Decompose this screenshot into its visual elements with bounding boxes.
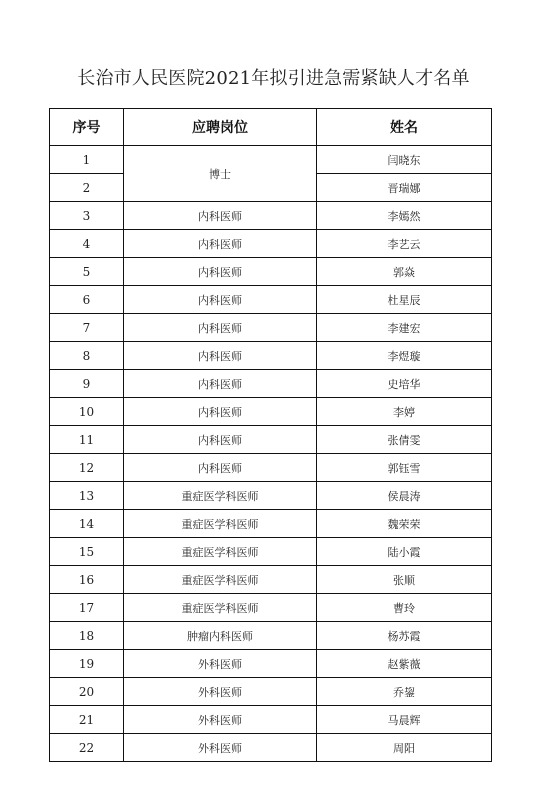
row-index: 19	[50, 650, 124, 678]
table-row	[50, 146, 492, 174]
row-position: 外科医师	[124, 706, 317, 734]
row-index: 14	[50, 510, 124, 538]
table-row	[50, 510, 492, 538]
row-index: 10	[50, 398, 124, 426]
table-row	[50, 258, 492, 286]
table-row	[50, 734, 492, 762]
row-name: 杜星辰	[317, 286, 492, 314]
document-title: 长治市人民医院2021年拟引进急需紧缺人才名单	[77, 68, 470, 89]
row-position: 内科医师	[124, 258, 317, 286]
row-index: 11	[50, 426, 124, 454]
row-position: 内科医师	[124, 454, 317, 482]
row-name: 史培华	[317, 370, 492, 398]
row-index: 3	[50, 202, 124, 230]
row-position: 内科医师	[124, 370, 317, 398]
row-name: 李嫣然	[317, 202, 492, 230]
row-index: 18	[50, 622, 124, 650]
table-row	[50, 678, 492, 706]
table-row	[50, 370, 492, 398]
row-name: 晋瑞娜	[317, 174, 492, 202]
table-row	[50, 706, 492, 734]
row-name: 李煜璇	[317, 342, 492, 370]
row-name: 李艺云	[317, 230, 492, 258]
row-index: 4	[50, 230, 124, 258]
row-index: 22	[50, 734, 124, 762]
table-row	[50, 398, 492, 426]
row-name: 曹玲	[317, 594, 492, 622]
row-position: 肿瘤内科医师	[124, 622, 317, 650]
table-row	[50, 202, 492, 230]
row-name: 陆小霞	[317, 538, 492, 566]
row-position: 重症医学科医师	[124, 594, 317, 622]
column-header-index: 序号	[50, 109, 124, 146]
table-row	[50, 342, 492, 370]
row-index: 1	[50, 146, 124, 174]
row-position: 外科医师	[124, 678, 317, 706]
table-header-row	[50, 109, 492, 146]
table-row	[50, 454, 492, 482]
row-position: 内科医师	[124, 398, 317, 426]
row-index: 6	[50, 286, 124, 314]
row-name: 李建宏	[317, 314, 492, 342]
row-name: 乔鋆	[317, 678, 492, 706]
table-row	[50, 594, 492, 622]
row-position: 内科医师	[124, 314, 317, 342]
column-header-name: 姓名	[317, 109, 492, 146]
row-index: 15	[50, 538, 124, 566]
row-position: 博士	[124, 146, 317, 202]
row-index: 20	[50, 678, 124, 706]
row-position: 重症医学科医师	[124, 566, 317, 594]
row-index: 9	[50, 370, 124, 398]
row-name: 赵紫薇	[317, 650, 492, 678]
row-position: 重症医学科医师	[124, 510, 317, 538]
row-position: 重症医学科医师	[124, 538, 317, 566]
row-index: 7	[50, 314, 124, 342]
row-index: 16	[50, 566, 124, 594]
row-position: 内科医师	[124, 426, 317, 454]
row-index: 12	[50, 454, 124, 482]
row-name: 张倩雯	[317, 426, 492, 454]
table-row	[50, 286, 492, 314]
row-index: 5	[50, 258, 124, 286]
row-name: 李婷	[317, 398, 492, 426]
row-position: 外科医师	[124, 650, 317, 678]
row-name: 马晨辉	[317, 706, 492, 734]
table-row	[50, 650, 492, 678]
row-position: 内科医师	[124, 286, 317, 314]
row-name: 闫晓东	[317, 146, 492, 174]
row-position: 外科医师	[124, 734, 317, 762]
table-row	[50, 314, 492, 342]
table-row	[50, 426, 492, 454]
table-row	[50, 622, 492, 650]
row-position: 内科医师	[124, 230, 317, 258]
table-row	[50, 538, 492, 566]
table-row	[50, 482, 492, 510]
row-name: 魏荣荣	[317, 510, 492, 538]
column-header-position: 应聘岗位	[124, 109, 317, 146]
row-name: 杨苏霞	[317, 622, 492, 650]
row-index: 13	[50, 482, 124, 510]
row-name: 张顺	[317, 566, 492, 594]
row-position: 重症医学科医师	[124, 482, 317, 510]
row-name: 周阳	[317, 734, 492, 762]
row-index: 2	[50, 174, 124, 202]
talent-roster-table	[49, 108, 492, 762]
row-index: 21	[50, 706, 124, 734]
row-name: 侯晨涛	[317, 482, 492, 510]
row-position: 内科医师	[124, 202, 317, 230]
row-index: 17	[50, 594, 124, 622]
table-row	[50, 230, 492, 258]
row-index: 8	[50, 342, 124, 370]
row-name: 郭焱	[317, 258, 492, 286]
row-name: 郭钰雪	[317, 454, 492, 482]
table-row	[50, 566, 492, 594]
row-position: 内科医师	[124, 342, 317, 370]
